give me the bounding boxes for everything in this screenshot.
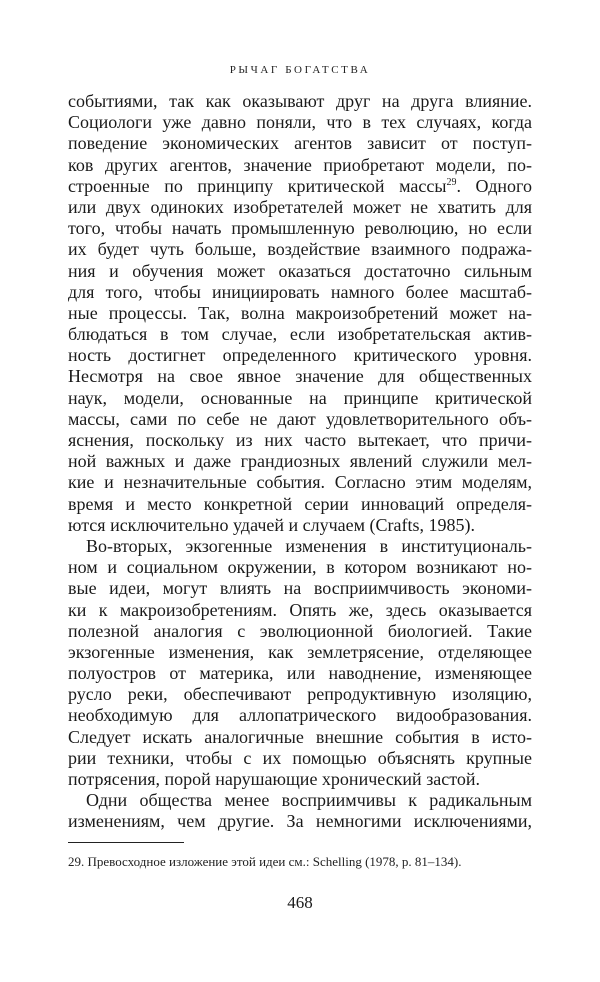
text-line: ной важных и даже грандиозных явлений служили мел- <box>68 451 532 472</box>
text-line: того, чтобы начать промышленную революцию, но если <box>68 218 532 239</box>
text-line: русло реки, обеспечивают репродуктивную изоляцию, <box>68 684 532 705</box>
text-line: яснения, поскольку из них часто вытекает, что причи- <box>68 430 532 450</box>
text-line: массы, сами по себе не дают удовлетворительного объ- <box>68 408 532 429</box>
text-line: Следует искать аналогичные внешние события в исто- <box>68 726 532 747</box>
body-text <box>68 91 532 833</box>
text-line: ные процессы. Так, волна макроизобретений может на- <box>68 302 532 323</box>
text-line: время и место конкретной серии инноваций определя- <box>68 493 532 514</box>
text-line: Одни общества менее восприимчивы к радикальным <box>86 790 532 811</box>
text-line: строенные по принципу критической массы$^{29}$. Одного <box>68 175 532 196</box>
text-line: вые идеи, могут влиять на восприимчивость экономи- <box>68 578 532 599</box>
text-line: событиями, так как оказывают друг на друга влияние. <box>68 91 532 111</box>
footnote-rule <box>68 842 184 843</box>
text-line: экзогенные изменения, как землетрясение, отделяющее <box>68 641 532 662</box>
text-line: блюдаться в том случае, если изобретательская актив- <box>68 324 532 345</box>
text-line: ков других агентов, значение приобретают модели, по- <box>68 154 532 175</box>
text-line: изменениям, чем другие. За немногими исключениями, <box>68 811 532 832</box>
page-number: 468 <box>287 893 313 912</box>
text-line: полуостров от материка, или наводнение, изменяющее <box>68 663 532 684</box>
text-line: наук, модели, основанные на принципе критической <box>68 387 532 408</box>
text-line: ность достигнет определенного критического уровня. <box>68 345 532 366</box>
running-head: РЫЧАГ БОГАТСТВА <box>229 64 371 76</box>
text-line: ния и обучения может оказаться достаточно сильным <box>68 260 532 281</box>
text-line: рии техники, чтобы с их помощью объяснять крупные <box>68 747 532 768</box>
paragraph <box>68 91 532 536</box>
text-line: их будет чуть больше, воздействие взаимного подража- <box>68 239 532 260</box>
text-line: Социологи уже давно поняли, что в тех случаях, когда <box>68 112 532 133</box>
text-line: потрясения, порой нарушающие хронический застой. <box>68 769 481 789</box>
footnote: 29. Превосходное изложение этой идеи см.: Schelling (1978, p. 81–134). <box>68 854 462 869</box>
footnote-ref[interactable]: 29 <box>446 176 457 188</box>
text-line: необходимую для аллопатрического видообразования. <box>68 705 532 726</box>
paragraph <box>68 536 532 790</box>
text-line: полезной аналогия с эволюционной биологией. Такие <box>68 620 532 641</box>
text-line: ются исключительно удачей и случаем (Crafts, 1985). <box>68 514 476 535</box>
text-line: для того, чтобы инициировать намного более масштаб- <box>68 281 532 302</box>
text-line: Во-вторых, экзогенные изменения в институциональ- <box>86 535 532 556</box>
text-line: ном и социальном окружении, в котором возникают но- <box>68 557 532 578</box>
text-line: или двух одиноких изобретателей может не хватить для <box>68 196 532 217</box>
text-line: поведение экономических агентов зависит от поступ- <box>68 133 532 154</box>
text-line: кие и незначительные события. Согласно этим моделям, <box>68 472 532 493</box>
text-line: Несмотря на свое явное значение для общественных <box>68 366 532 387</box>
text-line: ки к макроизобретениям. Опять же, здесь оказывается <box>68 599 532 620</box>
paragraph <box>68 790 532 832</box>
